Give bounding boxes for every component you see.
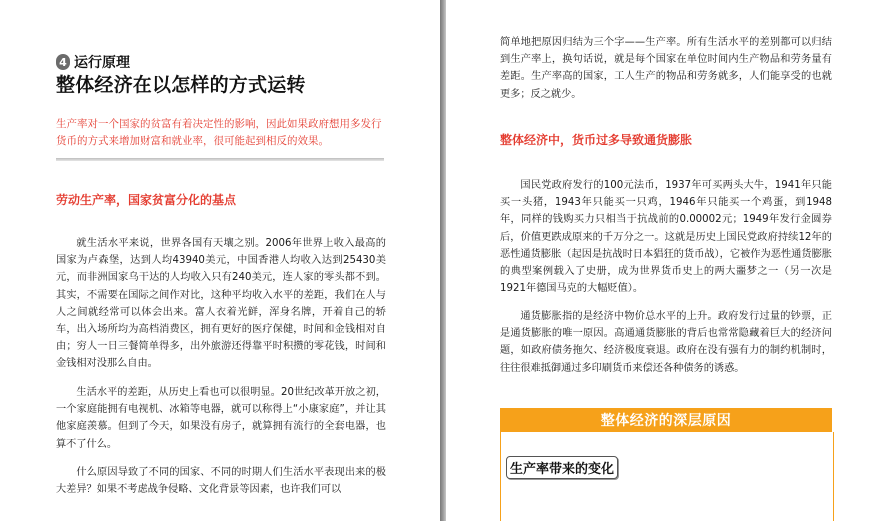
page-title: 整体经济在以怎样的方式运转 xyxy=(56,74,306,96)
paragraph: 什么原因导致了不同的国家、不同的时期人们生活水平表现出来的极大差异？如果不考虑战争侵略、文化背景等因素，也许我们可以 xyxy=(56,467,386,496)
paragraph-continued: 简单地把原因归结为三个字——生产率。所有生活水平的差别都可以归结到生产率上，换句话说，就是每个国家在单位时间内生产物品和劳务量有差距。生产率高的国家，工人生产的物品和劳务就多，人们能享受的也就更多；反之就少。 xyxy=(500,37,832,100)
section-heading-productivity: 劳动生产率，国家贫富分化的基点 xyxy=(56,193,237,207)
chapter-header xyxy=(56,52,130,72)
sidebar-box-tag: 生产率带来的变化 xyxy=(506,456,618,479)
intro-summary: 生产率对一个国家的贫富有着决定性的影响，因此如果政府想用多发行货币的方式来增加财富和就业率，很可能起到相反的效果。 xyxy=(56,118,382,147)
paragraph: 通货膨胀指的是经济中物价总水平的上升。政府发行过量的钞票，正是通货膨胀的唯一原因。高通通货膨胀的背后也常常隐藏着巨大的经济问题，如政府债务拖欠、经济极度衰退。政府在没有强有力的制约机制时，往往很难抵御通过多印刷货币来偿还各种债务的诱惑。 xyxy=(500,311,832,374)
section-heading-inflation: 整体经济中，货币过多导致通货膨胀 xyxy=(500,133,693,147)
paragraph: 国民党政府发行的100元法币，1937年可买两头大牛，1941年只能买一头猪，1943年只能买一只鸡，1946年只能买一个鸡蛋，到1948年，同样的钱购买力只相当于抗战前的0.00002元；1949年发行金圆券后，价值更跌成原来的千万分之一。这就是历史上国民党政府持续12年的恶性通货膨胀（起因是抗战时日本猖狂的货币战），它被作为恶性通货膨胀的典型案例载入了史册，成为世界货币史上的两大噩梦之一（另一次是1921年德国马克的大幅贬值）。 xyxy=(500,180,832,295)
paragraph: 就生活水平来说，世界各国有天壤之别。2006年世界上收入最高的国家为卢森堡，达到人均43940美元，中国香港人均收入达到25430美元，而非洲国家乌干达的人均收入只有240美元，连人家的零头都不到。其实，不需要在国际之间作对比，这种平均收入水平的差距，我们在人与人之间就经常可以体会出来。富人衣着光鲜，浑身名牌，开着自己的轿车，出入场所均为高档消费区，拥有更好的医疗保健，时间和金钱相对自由；穷人一日三餐简单得多，出外旅游还得靠平时积攒的零花钱，时间和金钱相对没那么自由。 xyxy=(56,238,386,370)
paragraph: 生活水平的差距，从历史上看也可以很明显。20世纪改革开放之初，一个家庭能拥有电视机、冰箱等电器，就可以称得上“小康家庭”，并让其他家庭羡慕。但到了今天，如果没有房子，就算拥有流行的全套电器，也算不了什么。 xyxy=(56,387,386,450)
chapter-number-badge: 4 xyxy=(56,54,70,70)
left-page xyxy=(0,0,440,521)
chapter-label: 运行原理 xyxy=(74,55,130,71)
sidebar-banner-title: 整体经济的深层原因 xyxy=(500,408,832,432)
divider xyxy=(56,158,384,161)
